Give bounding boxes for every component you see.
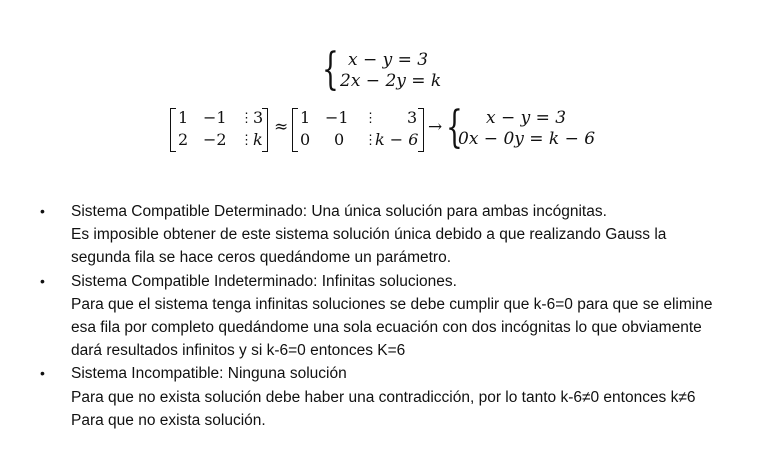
item-text-line: Es imposible obtener de este sistema solución única debido a que realizando Gauss la	[71, 226, 667, 244]
matrix-cell: k − 6	[375, 130, 419, 149]
matrix-cell: −2	[203, 130, 227, 149]
left-bracket-icon	[170, 108, 176, 152]
matrix-cell: 3	[407, 108, 418, 127]
right-bracket-icon	[262, 108, 268, 152]
item-heading: Sistema Incompatible: Ninguna solución	[71, 365, 347, 383]
matrix-separator: ⋮	[364, 111, 377, 126]
equation-line-1: x − y = 3	[348, 50, 429, 70]
classification-list	[40, 200, 740, 432]
equation-line-2: 0x − 0y = k − 6	[458, 129, 596, 149]
approx-symbol: ≈	[274, 117, 289, 137]
item-heading: Sistema Compatible Determinado: Una única solución para ambas incógnitas.	[71, 203, 607, 220]
right-bracket-icon	[418, 108, 424, 152]
matrix-cell: −1	[203, 108, 227, 127]
left-brace-icon: {	[446, 102, 463, 153]
bullet-icon: •	[40, 272, 45, 289]
matrix-separator: ⋮	[240, 111, 253, 126]
list-item-incompatible	[40, 362, 740, 432]
matrix-cell: −1	[325, 108, 349, 127]
bullet-icon: •	[40, 203, 45, 219]
item-text-line: dará resultados infinitos y si k-6=0 entonces K=6	[71, 342, 406, 360]
arrow-icon: →	[428, 117, 443, 137]
matrix-separator: ⋮	[364, 133, 377, 148]
matrix-cell: 0	[300, 130, 311, 149]
equation-line-1: x − y = 3	[486, 108, 567, 128]
matrix-cell: 1	[300, 108, 311, 127]
augmented-matrix-reduced	[292, 108, 424, 152]
matrix-cell: 0	[334, 130, 345, 149]
item-text-line: Para que no exista solución.	[71, 411, 266, 429]
item-heading: Sistema Compatible Indeterminado: Infinitas soluciones.	[71, 272, 457, 290]
list-item-compatible-determinado	[40, 200, 740, 270]
left-bracket-icon	[292, 108, 298, 152]
matrix-separator: ⋮	[240, 133, 253, 148]
item-text-line: Para que no exista solución debe haber una contradicción, por lo tanto k-6≠0 entonces k≠6	[71, 388, 696, 406]
list-item-compatible-indeterminado	[40, 270, 740, 363]
bullet-icon: •	[40, 365, 45, 382]
matrix-cell: 2	[178, 130, 189, 149]
item-text-line: Para que el sistema tenga infinitas soluciones se debe cumplir que k-6=0 para que se elimine	[71, 295, 713, 313]
equation-line-2: 2x − 2y = k	[340, 71, 442, 91]
left-brace-icon: {	[322, 44, 339, 95]
matrix-cell: 1	[178, 108, 189, 127]
matrix-cell: 3	[253, 108, 264, 127]
matrix-cell: k	[253, 130, 263, 149]
item-text-line: esa fila por completo quedándome una sola ecuación con dos incógnitas lo que obviamente	[71, 319, 702, 337]
augmented-matrix-original	[170, 108, 268, 152]
item-text-line: segunda fila se hace ceros quedándome un parámetro.	[71, 249, 451, 267]
